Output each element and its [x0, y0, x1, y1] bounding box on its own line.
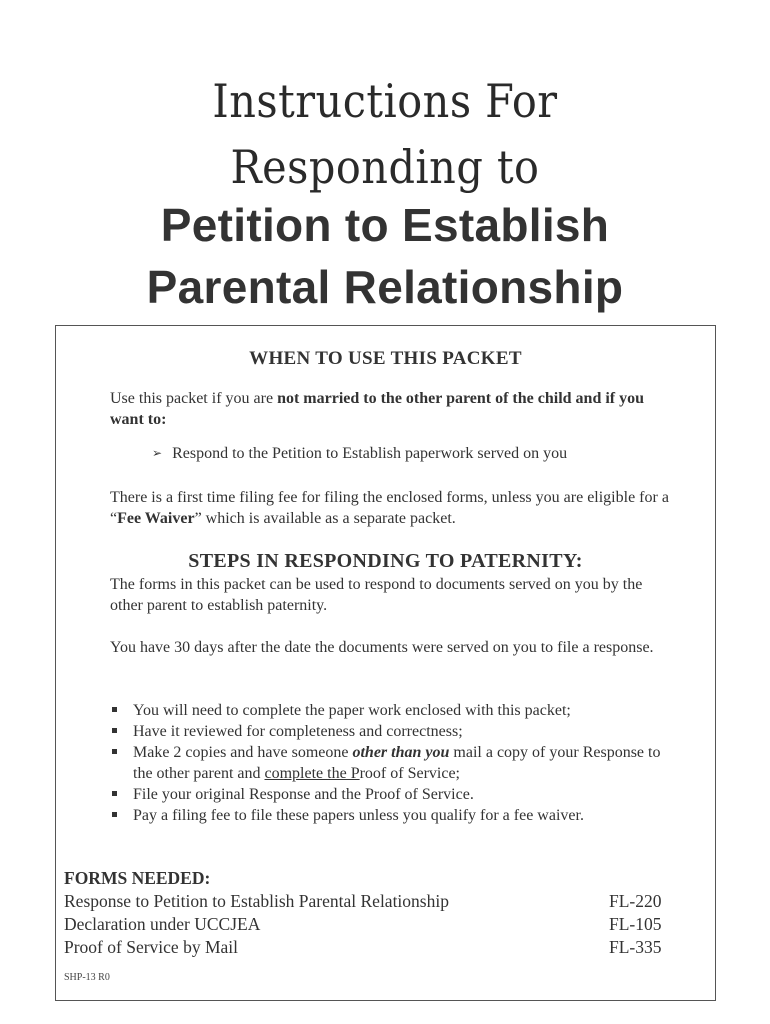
steps-paragraph-2: You have 30 days after the date the documents were served on you to file a response.: [110, 639, 654, 656]
form-code: FL-105: [609, 914, 662, 934]
arrow-list-item: [152, 445, 567, 463]
list-item: [110, 700, 670, 721]
fee-paragraph: [110, 487, 670, 529]
square-bullet-icon: [112, 812, 117, 817]
form-name: Proof of Service by Mail: [64, 937, 238, 957]
steps-bullet-list: [110, 700, 670, 826]
form-code: FL-220: [609, 891, 662, 911]
use-condition-text: not married to the other parent of the child and if you want to:: [110, 390, 645, 428]
list-item: [110, 805, 670, 826]
bullet-emphasis-text: other than you: [352, 744, 450, 761]
square-bullet-icon: [112, 728, 117, 733]
square-bullet-icon: [112, 707, 117, 712]
bullet-text: Have it reviewed for completeness and correctness;: [133, 723, 463, 740]
document-code: SHP-13 R0: [64, 972, 110, 983]
form-code: FL-335: [609, 937, 662, 957]
list-item: [110, 742, 670, 784]
arrow-bullet-icon: ➢: [152, 446, 163, 460]
list-item: [110, 784, 670, 805]
bullet-text: You will need to complete the paper work enclosed with this packet;: [133, 702, 571, 719]
steps-heading: STEPS IN RESPONDING TO PATERNITY:: [188, 550, 583, 572]
bullet-text-end: roof of Service;: [359, 765, 460, 782]
arrow-item-text: Respond to the Petition to Establish paperwork served on you: [172, 445, 568, 462]
title-line-2: Responding to: [230, 140, 540, 194]
square-bullet-icon: [112, 749, 117, 754]
form-row: [64, 890, 664, 913]
form-row: [64, 913, 664, 936]
bullet-text-middle: mail a copy of your Response to the other parent and: [133, 744, 661, 782]
form-name: Declaration under UCCJEA: [64, 914, 261, 934]
bullet-text: File your original Response and the Proof of Service.: [133, 786, 474, 803]
steps-paragraph-1: The forms in this packet can be used to respond to documents served on you by the other parent to establish paternity.: [110, 576, 643, 614]
form-name: Response to Petition to Establish Parental Relationship: [64, 891, 449, 911]
instructions-box: [55, 325, 716, 1001]
square-bullet-icon: [112, 791, 117, 796]
forms-needed-section: [64, 867, 664, 959]
list-item: [110, 721, 670, 742]
bullet-underlined-text: complete the P: [264, 765, 360, 782]
bullet-text-start: Make 2 copies and have someone: [133, 744, 353, 761]
title-line-4: Parental Relationship: [146, 261, 624, 313]
forms-needed-heading: FORMS NEEDED:: [64, 868, 211, 888]
fee-text-start: There is a first time filing fee for filing the enclosed forms, unless you are eligible for a “: [110, 489, 669, 527]
fee-text-end: ” which is available as a separate packet.: [194, 510, 456, 527]
title-line-1: Instructions For: [212, 74, 558, 128]
use-packet-paragraph: [110, 388, 670, 430]
when-to-use-heading: WHEN TO USE THIS PACKET: [249, 348, 522, 369]
bullet-text: Pay a filing fee to file these papers unless you qualify for a fee waiver.: [133, 807, 584, 824]
form-row: [64, 936, 664, 959]
fee-waiver-text: Fee Waiver: [117, 510, 195, 527]
use-intro-text: Use this packet if you are: [110, 390, 278, 407]
title-line-3: Petition to Establish: [160, 199, 610, 251]
